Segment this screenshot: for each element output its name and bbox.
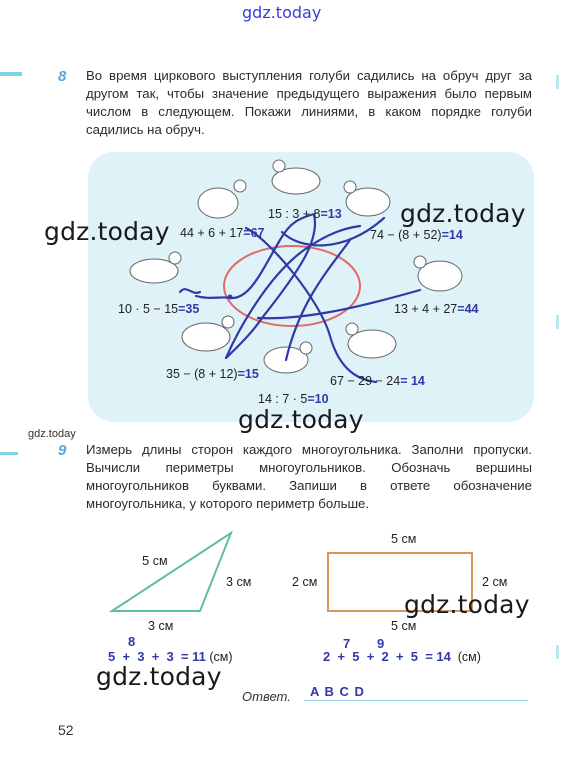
expression: 13 + 4 + 27=44 [394, 302, 479, 316]
watermark: gdz.today [96, 662, 222, 691]
answer-label: Ответ. [242, 689, 291, 704]
expression: 67 − 29 − 24= 14 [330, 374, 425, 388]
task-text: Измерь длины сторон каждого многоугольника. Заполни пропуски. Вычисли периметры многоугольников. Обозначь вершины многоугольников буквами. Запиши в ответе обозначение многоугольника, у которого периметр больше. [86, 442, 532, 511]
answer-line [304, 700, 528, 701]
expression: 14 : 7 · 5=10 [258, 392, 329, 406]
side-label: 5 см [391, 532, 417, 546]
expression: 15 : 3 + 8=13 [268, 207, 342, 221]
expression: 44 + 6 + 17=67 [180, 226, 265, 240]
side-label: 2 см [482, 575, 508, 589]
handwritten-digit: 9 [377, 636, 385, 651]
small-watermark: gdz.today [28, 428, 76, 440]
answer-value: A B C D [310, 684, 365, 699]
expression: 35 − (8 + 12)=15 [166, 367, 259, 381]
watermark: gdz.today [238, 405, 364, 434]
watermark: gdz.today [404, 590, 530, 619]
handwritten-digit: 7 [343, 636, 351, 651]
expression: 74 − (8 + 52)=14 [370, 228, 463, 242]
side-label: 3 см [148, 619, 174, 633]
task-number: 9 [58, 442, 67, 459]
handwritten-digit: 8 [128, 634, 136, 649]
task-text: Во время циркового выступления голуби садились на обруч друг за другом так, чтобы значение предыдущего выражения было первым числом в следующем. Покажи линиями, в каком порядке голуби садились на обруч. [86, 68, 532, 137]
top-watermark: gdz.today [242, 3, 322, 22]
watermark: gdz.today [400, 199, 526, 228]
task-number: 8 [58, 68, 67, 85]
triangle [112, 533, 231, 611]
rectangle-formula: 2 + 5 + 2 + 5 = 14 (см) [323, 649, 481, 664]
side-label: 5 см [142, 553, 168, 568]
side-label: 2 см [292, 575, 318, 589]
watermark: gdz.today [44, 217, 170, 246]
side-label: 3 см [226, 575, 252, 589]
triangle-formula: 5 + 3 + 3 = 11 (см) [108, 649, 233, 664]
side-label: 5 см [391, 619, 417, 633]
page-number: 52 [58, 722, 74, 738]
expression: 10 · 5 − 15=35 [118, 302, 200, 316]
